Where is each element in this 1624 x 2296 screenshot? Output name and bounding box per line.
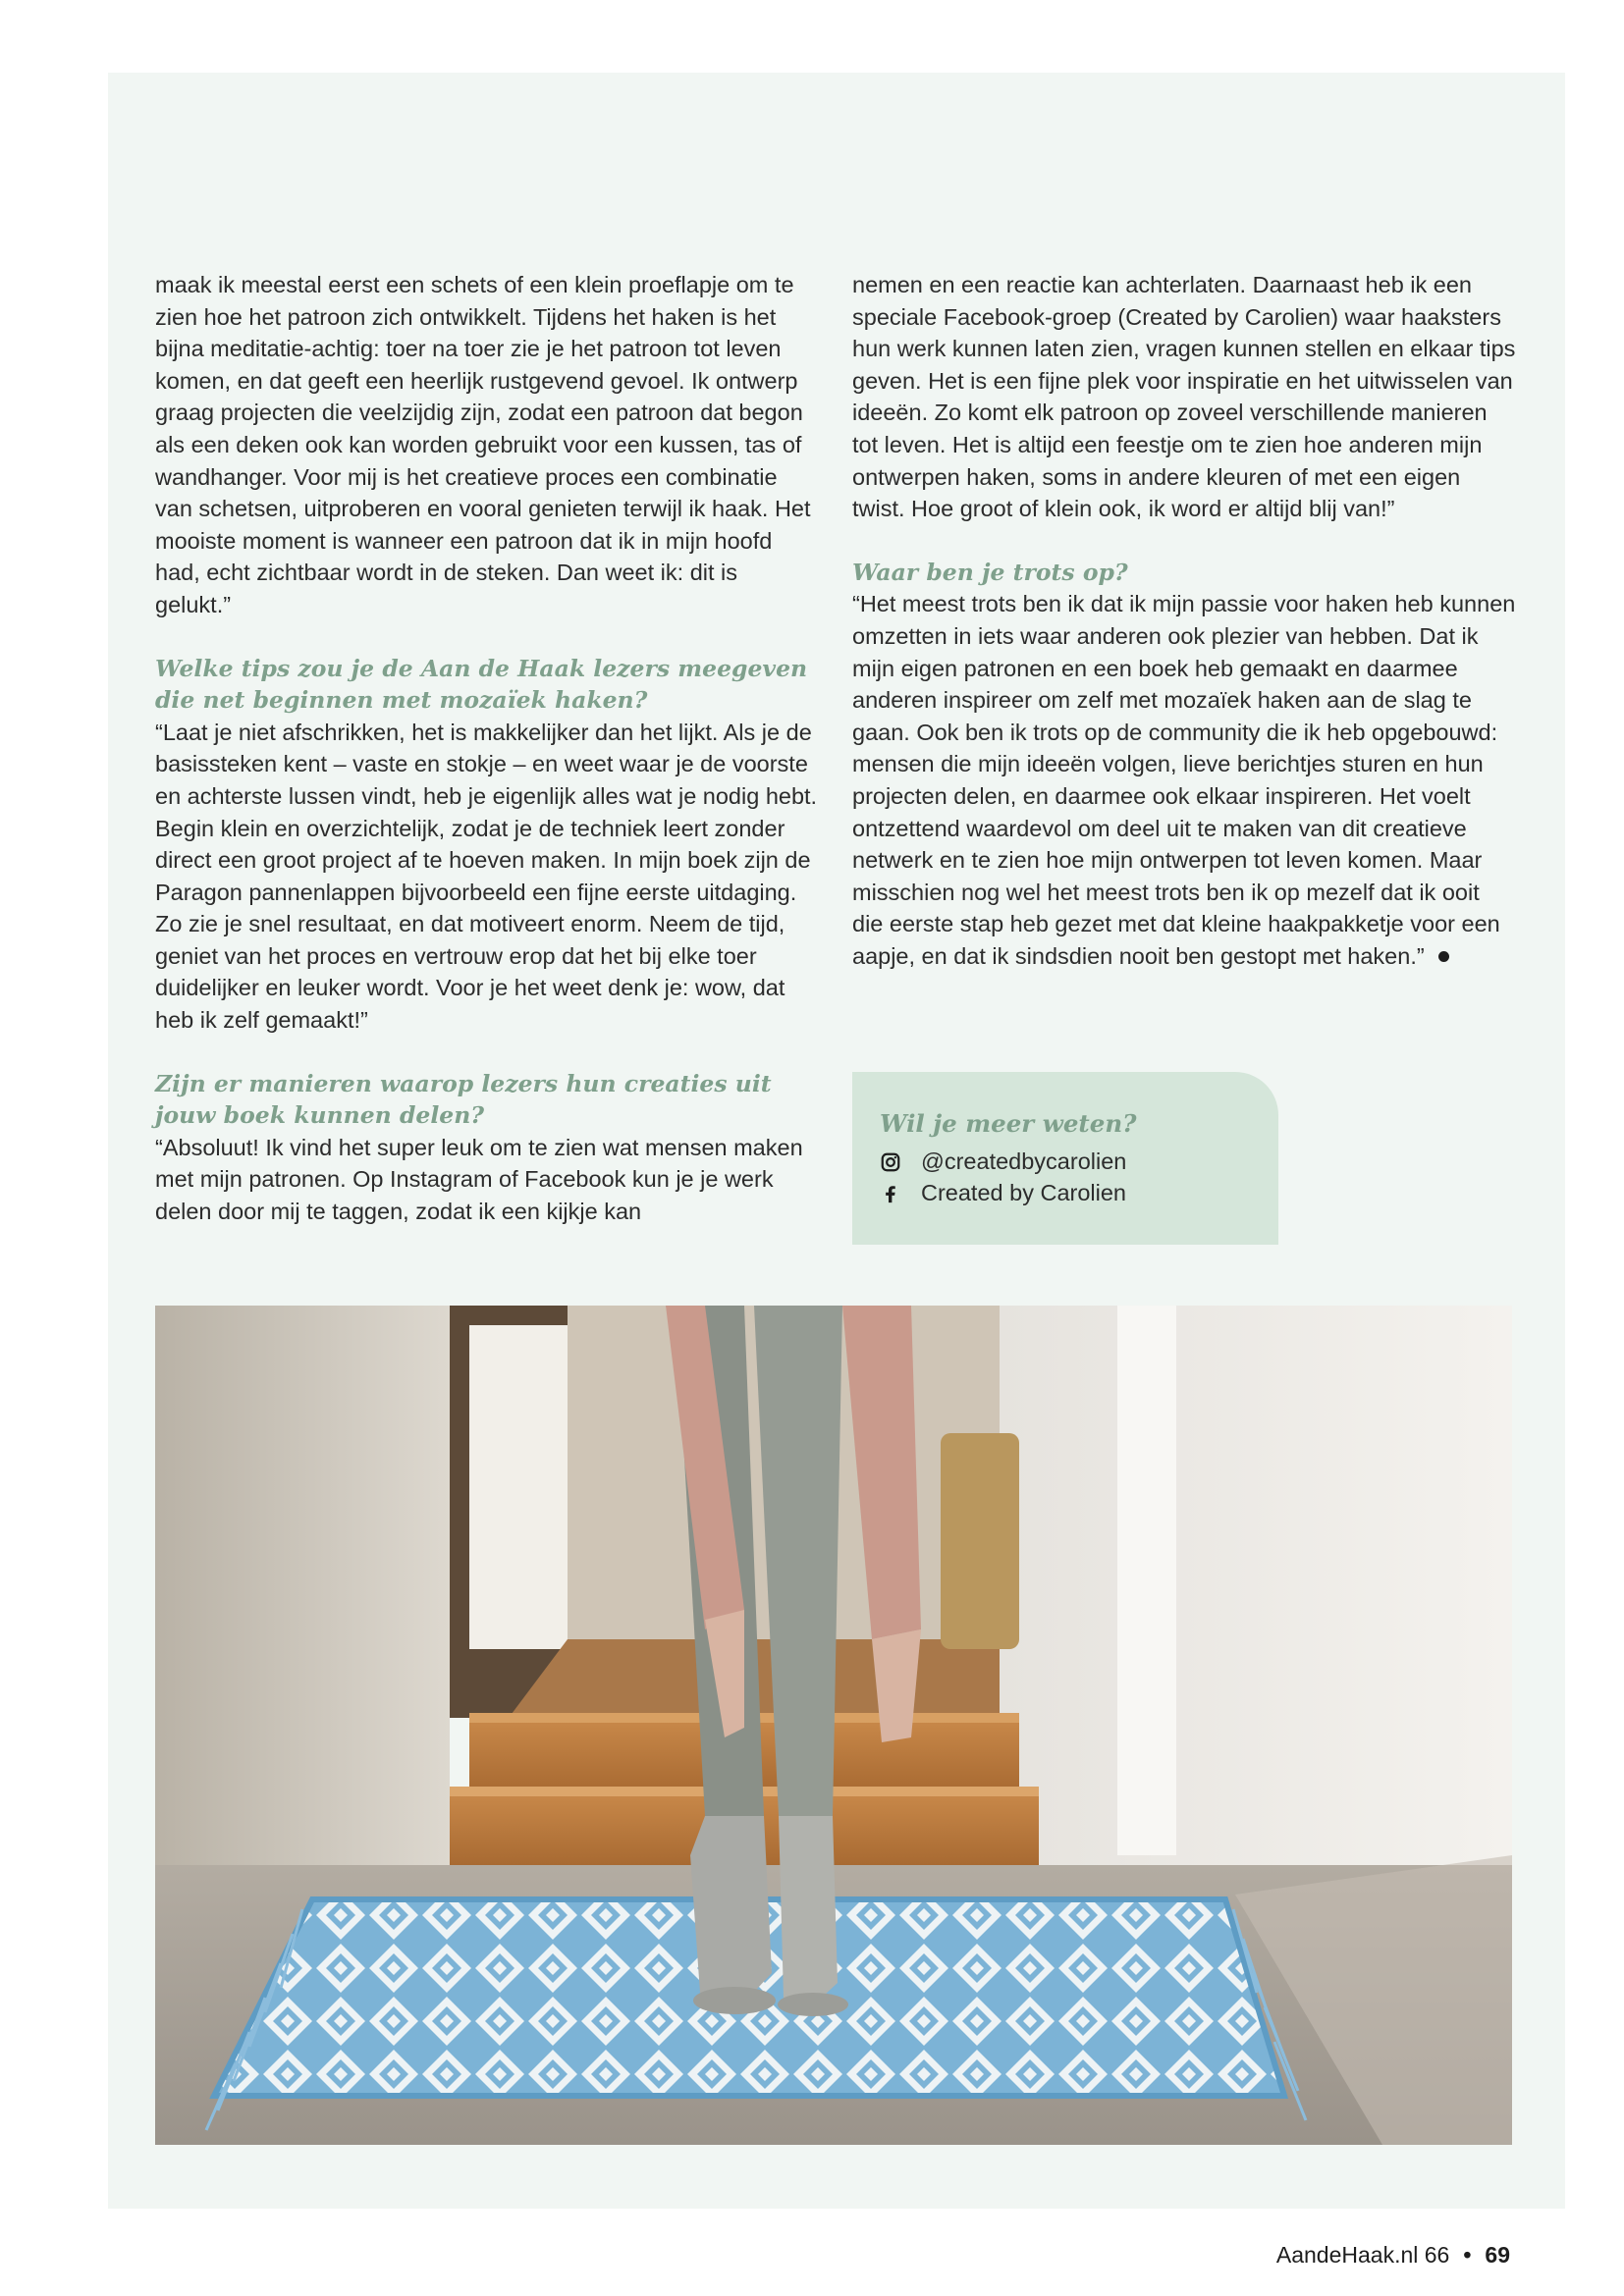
info-box <box>852 1072 1278 1245</box>
facebook-page: Created by Carolien <box>921 1180 1126 1205</box>
photo-woman-on-rug <box>155 1306 1512 2145</box>
footer-separator: • <box>1463 2242 1472 2268</box>
facebook-row[interactable] <box>880 1180 1126 1206</box>
instagram-handle: @createdbycarolien <box>921 1148 1127 1174</box>
question-share: Zijn er manieren waarop lezers hun creaties uit jouw boek kunnen delen? <box>155 1069 772 1130</box>
right-column <box>852 269 1516 972</box>
facebook-icon <box>880 1183 901 1204</box>
info-box-title: Wil je meer weten? <box>880 1109 1137 1138</box>
continued-paragraph: nemen en een reactie kan achterlaten. Daarnaast heb ik een speciale Facebook-groep (Created by Carolien) waar haaksters hun werk kunnen laten zien, vragen kunnen stellen en elkaar tips geven. Het is een fijne plek voor inspiratie en het uitwisselen van ideeën. Zo komt elk patroon op zoveel verschillende manieren tot leven. Het is altijd een feestje om te zien hoe anderen mijn ontwerpen haken, soms in andere kleuren of met een eigen twist. Hoe groot of klein ook, ik word er altijd blij van!” <box>852 272 1516 522</box>
photo-illustration <box>155 1306 1512 2145</box>
question-proud: Waar ben je trots op? <box>852 558 1128 586</box>
page-footer <box>1276 2242 1510 2269</box>
instagram-icon <box>880 1151 901 1173</box>
page-number: 69 <box>1485 2242 1510 2268</box>
question-tips: Welke tips zou je de Aan de Haak lezers meegeven die net beginnen met mozaïek haken? <box>155 654 808 715</box>
left-column <box>155 269 819 1228</box>
intro-paragraph: maak ik meestal eerst een schets of een klein proeflapje om te zien hoe het patroon zich ontwikkelt. Tijdens het haken is het bijna meditatie-achtig: toer na toer zie je het patroon tot leven komen, en dat geeft een heerlijk rustgevend gevoel. Ik ontwerp graag projecten die veelzijdig zijn, zodat een patroon dat begon als een deken ook kan worden gebruikt voor een kussen, tas of wandhanger. Voor mij is het creatieve proces een combinatie van schetsen, uitproberen en vooral genieten terwijl ik haak. Het mooiste moment is wanneer een patroon dat ik in mijn hoofd had, echt zichtbaar wordt in de steken. Dan weet ik: dit is gelukt.” <box>155 272 811 617</box>
end-mark-icon <box>1438 951 1449 962</box>
answer-share: “Absoluut! Ik vind het super leuk om te zien wat mensen maken met mijn patronen. Op Instagram of Facebook kun je je werk delen door mij te taggen, zodat ik een kijkje kan <box>155 1134 803 1225</box>
instagram-row[interactable] <box>880 1148 1126 1175</box>
answer-proud-text: “Het meest trots ben ik dat ik mijn passie voor haken heb kunnen omzetten in iets waar anderen ook plezier van hebben. Dat ik mijn eigen patronen en een boek heb gemaakt en daarmee anderen inspireer om zelf met mozaïek haken aan de slag te gaan. Ook ben ik trots op de community die ik heb opgebouwd: mensen die mijn ideeën volgen, lieve berichtjes sturen en hun projecten delen, en daarmee ook elkaar inspireren. Het voelt ontzettend waardevol om deel uit te maken van dit creatieve netwerk en te zien hoe mijn ontwerpen tot leven komen. Maar misschien nog wel het meest trots ben ik op mezelf dat ik ooit die eerste stap heb gezet met dat kleine haakpakketje voor een aapje, en dat ik sindsdien nooit ben gestopt met haken.” <box>852 591 1516 969</box>
footer-site: AandeHaak.nl 66 <box>1275 2242 1450 2268</box>
answer-tips: “Laat je niet afschrikken, het is makkelijker dan het lijkt. Als je de basissteken kent – vaste en stokje – en weet waar je de voorste en achterste lussen vindt, heb je eigenlijk alles wat je nodig hebt. Begin klein en overzichtelijk, zodat je de techniek leert zonder direct een groot project af te hoeven maken. In mijn boek zijn de Paragon pannenlappen bijvoorbeeld een fijne eerste uitdaging. Zo zie je snel resultaat, en dat motiveert enorm. Neem de tijd, geniet van het proces en vertrouw erop dat het bij elke toer duidelijker en leuker wordt. Voor je het weet denk je: wow, dat heb ik zelf gemaakt!” <box>155 719 818 1034</box>
answer-proud <box>852 588 1516 972</box>
